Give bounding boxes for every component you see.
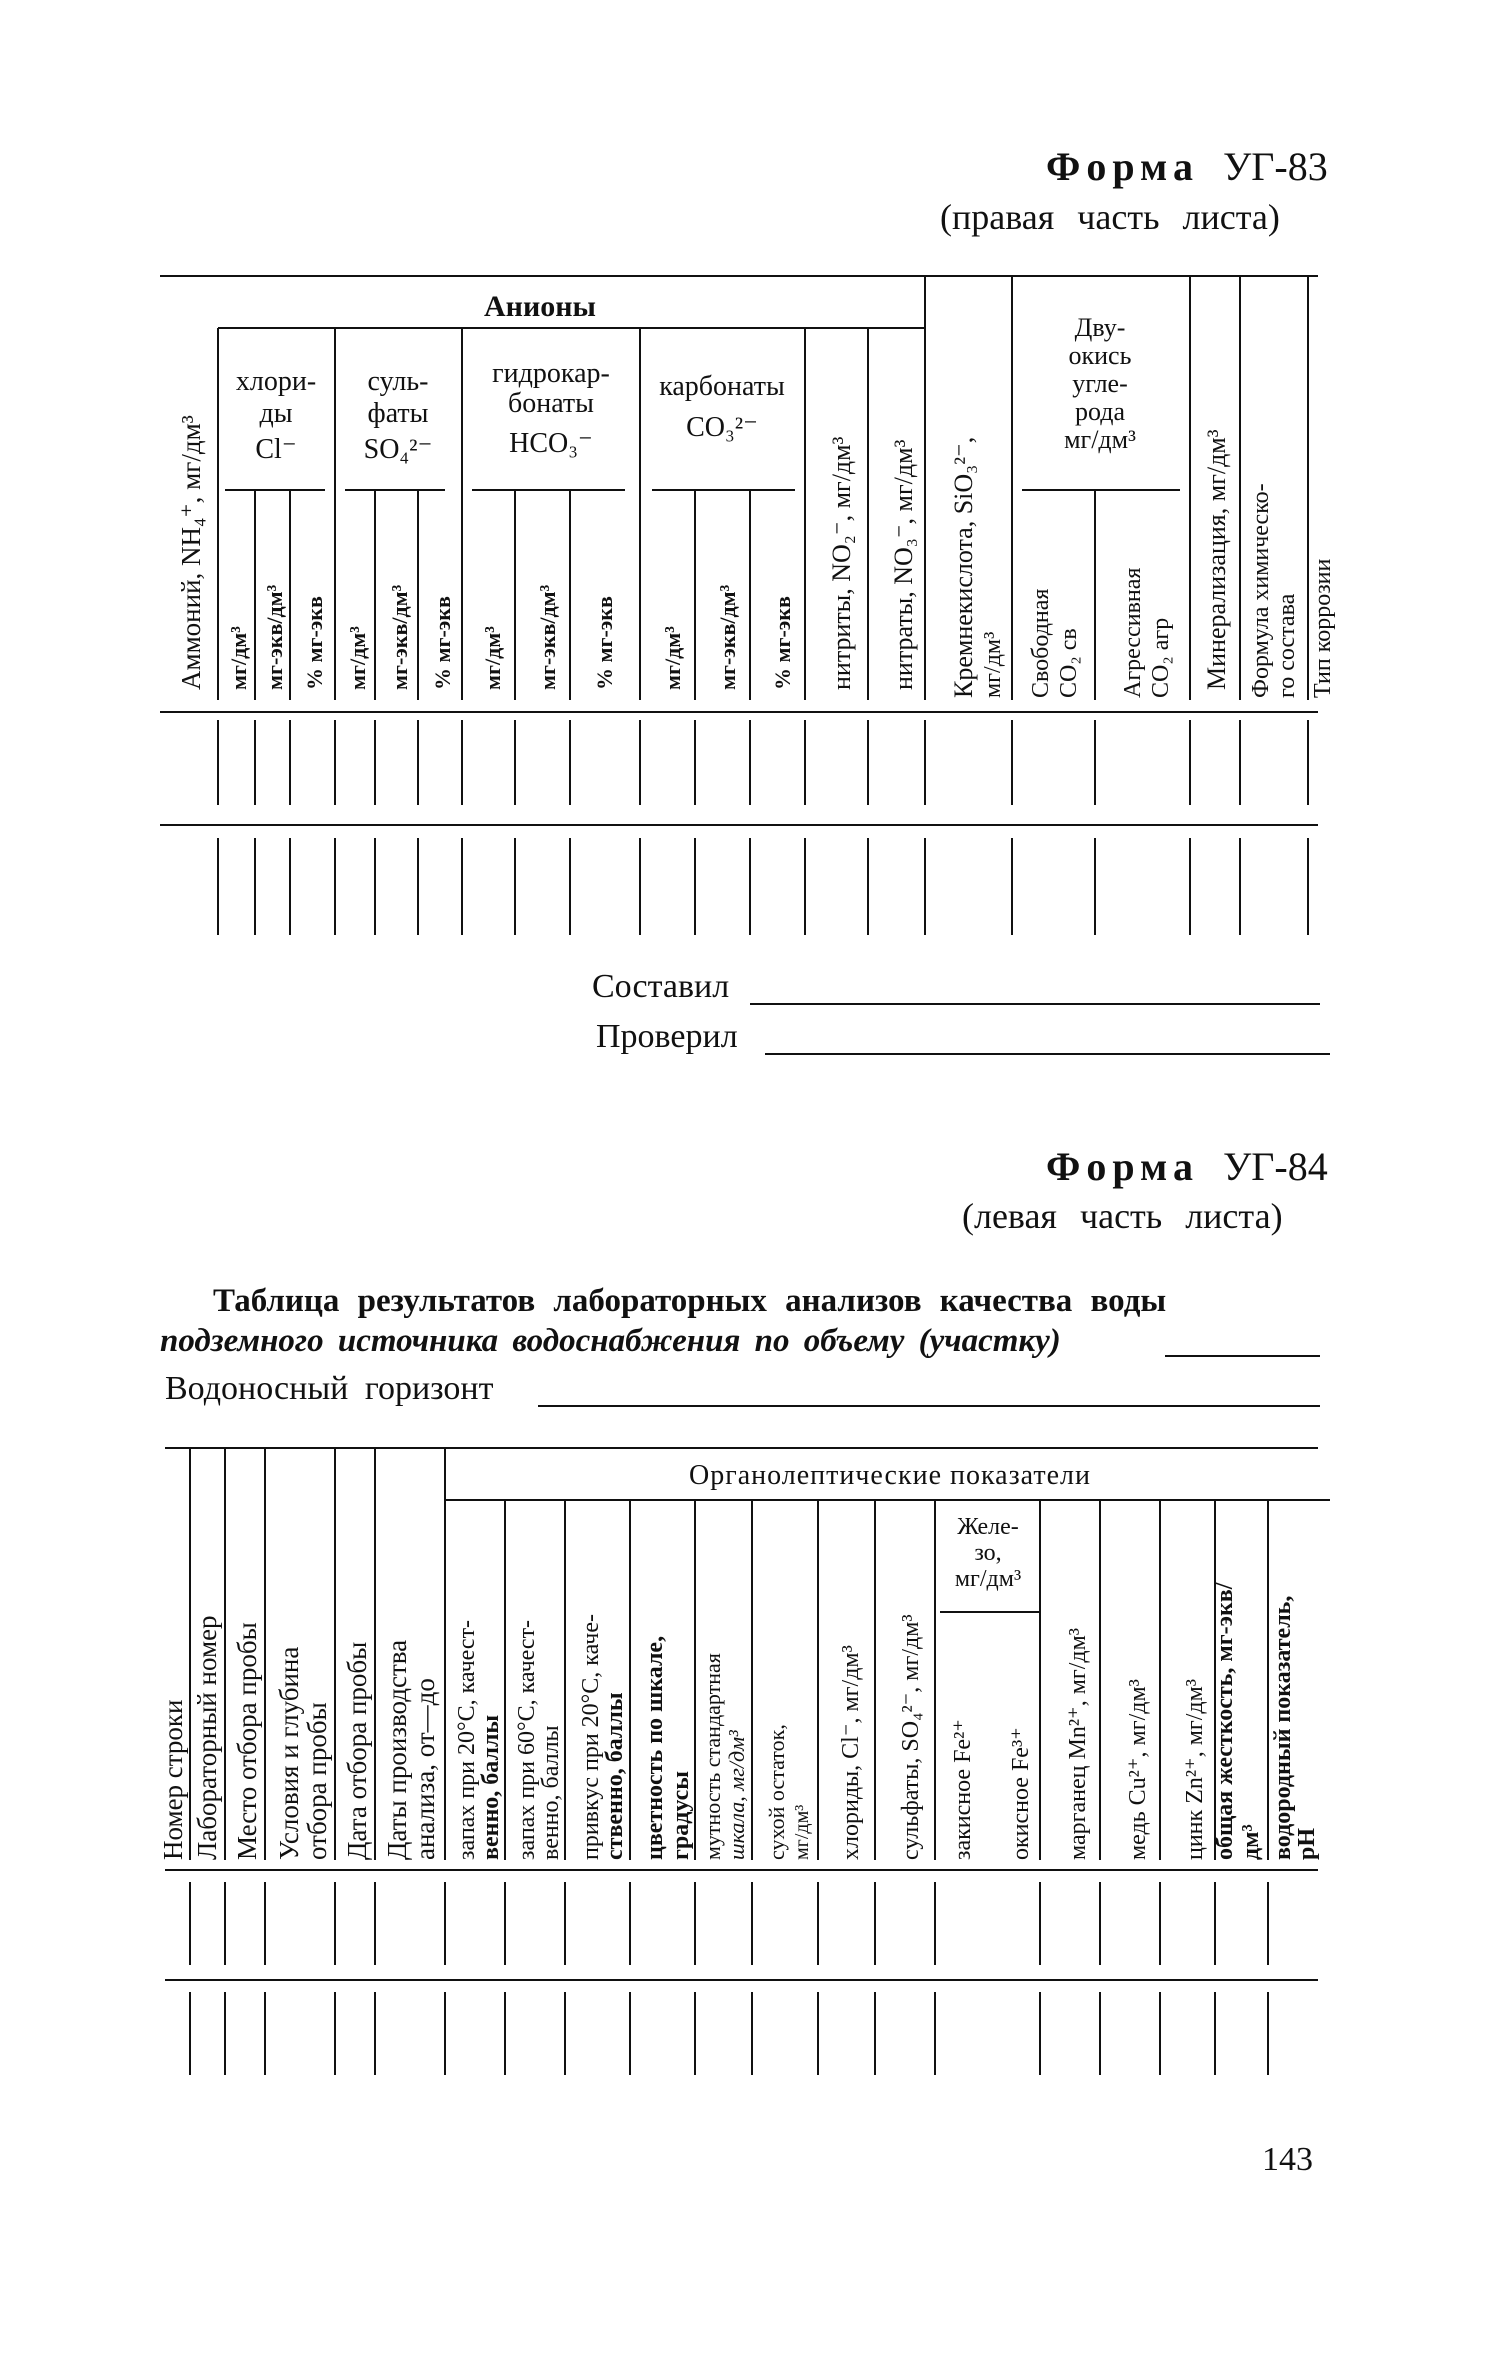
sulfates2-label: сульфаты, SO₄²⁻, мг/дм³ [898,1614,924,1860]
silicic-label-2: мг/дм³ [980,631,1006,698]
bicarbonates-label-2: бонаты [508,388,594,419]
odor60-label-1: запах при 60°С, качест- [514,1619,540,1860]
ammonium-label: Аммоний, NH₄⁺, мг/дм³ [176,415,206,690]
silicic-label-1: Кремнекислота, SiO₃²⁻, [949,436,978,698]
form1-title-code: УГ-83 [1222,144,1328,189]
checked-field[interactable] [765,1053,1330,1055]
copper-label: медь Cu²⁺, мг/дм³ [1125,1679,1151,1860]
form2-heading-line2: подземного источника водоснабжения по объему (участку) [160,1323,1061,1359]
turbidity-label-1: мутность стандартная [700,1653,725,1860]
checked-label: Проверил [596,1018,738,1055]
bicarbonates-formula: HCO₃⁻ [509,428,593,459]
corrosion-label: Тип коррозии [1310,558,1336,698]
row-number-label: Номер строки [158,1699,188,1860]
odor20-label-2: венно, баллы [478,1714,504,1860]
form2-title-word: Форма [1046,1144,1199,1189]
form1-title-word: Форма [1046,144,1199,189]
turbidity-label-2: шкала, мг/дм³ [724,1730,749,1860]
sulfates-pct: % мг-экв [430,596,455,690]
carbonates-formula: CO₃²⁻ [686,412,758,443]
bicarbonates-label-1: гидрокар- [492,358,610,389]
ph-label-2: pH [1294,1827,1320,1860]
sulfates-label-2: фаты [367,398,429,429]
form2-subtitle: (левая часть листа) [962,1196,1283,1236]
co2-header-5: мг/дм³ [1064,425,1136,454]
co2-header-2: окись [1068,341,1132,370]
nitrates-label: нитраты, NO₃⁻, мг/дм³ [889,439,918,690]
carbonates-mgekv: мг-экв/дм³ [715,584,740,690]
analysis-dates-label-2: анализа, от—до [410,1678,440,1860]
analysis-dates-label-1: Даты производства [382,1639,412,1860]
bicarbonates-mgekv: мг-экв/дм³ [535,584,560,690]
lab-number-label: Лабораторный номер [192,1615,222,1860]
manganese-label: марганец Mn²⁺, мг/дм³ [1065,1627,1091,1860]
anions-header: Анионы [484,290,596,323]
volume-field[interactable] [1165,1355,1320,1357]
formula-label-2: го состава [1274,593,1300,698]
chlorides-pct: % мг-экв [302,596,327,690]
form2-heading-line1: Таблица результатов лабораторных анализов качества воды [213,1283,1167,1319]
hardness-label-2: дм³ [1238,1824,1264,1860]
odor20-label-1: запах при 20°С, качест- [454,1619,480,1860]
ph-label-1: водородный показатель, [1270,1595,1296,1860]
hardness-label-1: общая жесткость, мг-экв/ [1212,1582,1238,1860]
mineralization-label: Минерализация, мг/дм³ [1202,429,1231,690]
color-label-2: градусы [668,1770,694,1860]
bicarbonates-mg: мг/дм³ [480,626,505,690]
formula-label-1: Формула химическо- [1248,483,1274,698]
co2-aggr-1: Агрессивная [1120,567,1146,698]
iron2-label: закисное Fe²⁺ [950,1719,976,1860]
chlorides-formula: Cl⁻ [255,434,297,465]
iron-header-1: Желе- [957,1514,1019,1540]
form1-table [0,0,1501,960]
sulfates-mg: мг/дм³ [345,626,370,690]
carbonates-mg: мг/дм³ [660,626,685,690]
iron3-label: окисное Fe³⁺ [1008,1727,1034,1860]
chlorides-label-1: хлори- [235,366,317,397]
page-number: 143 [1262,2141,1313,2178]
organoleptic-header: Органолептические показатели [689,1460,1091,1491]
iron-header-3: мг/дм³ [954,1566,1022,1592]
co2-header-1: Дву- [1074,313,1126,342]
carbonates-label: карбонаты [659,371,785,402]
chlorides-mg: мг/дм³ [226,626,251,690]
co2-header-3: угле- [1072,369,1128,398]
sampling-place-label: Место отбора пробы [232,1622,262,1860]
sulfates-label-1: суль- [367,366,429,397]
odor60-label-2: венно, баллы [538,1725,564,1860]
co2-aggr-2: CO₂ агр [1148,617,1174,698]
composed-field[interactable] [750,1003,1320,1005]
dry-residue-label-1: сухой остаток, [764,1724,789,1860]
aquifer-field[interactable] [538,1405,1320,1407]
chlorides-mgekv: мг-экв/дм³ [262,584,287,690]
carbonates-pct: % мг-экв [770,596,795,690]
conditions-label-1: Условия и глубина [274,1646,304,1860]
composed-label: Составил [592,968,730,1005]
nitrites-label: нитриты, NO₂⁻, мг/дм³ [827,436,856,690]
zinc-label: цинк Zn²⁺, мг/дм³ [1182,1678,1208,1860]
taste-label-2: ственно, баллы [602,1692,628,1860]
bicarbonates-pct: % мг-экв [592,596,617,690]
iron-header-2: зо, [974,1540,1002,1566]
co2-header-4: рода [1074,397,1126,426]
chlorides2-label: хлориды, Cl⁻, мг/дм³ [838,1645,864,1860]
taste-label-1: привкус при 20°С, каче- [578,1614,604,1860]
sulfates-mgekv: мг-экв/дм³ [387,584,412,690]
form2-table [0,1420,1501,2120]
co2-free-1: Свободная [1028,588,1054,698]
chlorides-label-2: ды [259,398,293,429]
conditions-label-2: отбора пробы [302,1702,332,1860]
color-label-1: цветность по шкале, [642,1635,668,1860]
sampling-date-label: Дата отбора пробы [342,1641,372,1860]
co2-free-2: CO₂ св [1056,628,1082,698]
form2-title-code: УГ-84 [1222,1144,1328,1189]
sulfates-formula: SO₄²⁻ [363,434,433,465]
aquifer-label: Водоносный горизонт [165,1370,494,1407]
form2-title [1046,1143,1328,1190]
dry-residue-label-2: мг/дм³ [791,1804,813,1860]
form1-subtitle: (правая часть листа) [940,197,1280,237]
